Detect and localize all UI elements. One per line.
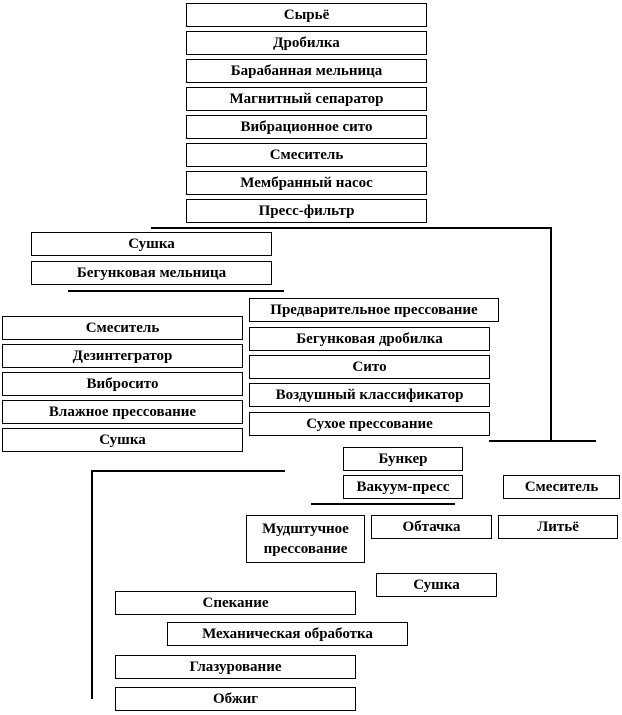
vacuum-press: Вакуум-пресс xyxy=(343,475,463,499)
firing: Обжиг xyxy=(115,687,356,711)
split-line-filter-press xyxy=(151,227,552,229)
mid-dry-pressing: Сухое прессование xyxy=(249,412,490,436)
step-raw-material: Сырьё xyxy=(186,3,427,27)
machining: Механическая обработка xyxy=(167,622,408,646)
step-crusher: Дробилка xyxy=(186,31,427,55)
bottom-collector-line xyxy=(91,470,285,472)
left-wet-pressing: Влажное прессование xyxy=(2,400,243,424)
step-magnetic-separator: Магнитный сепаратор xyxy=(186,87,427,111)
left-vertical-connector xyxy=(91,470,93,699)
branch-edge-runner-mill: Бегунковая мельница xyxy=(31,261,272,285)
bottom-drying: Сушка xyxy=(376,573,497,597)
right-merge-line xyxy=(489,440,596,442)
sintering: Спекание xyxy=(115,591,356,615)
step-filter-press: Пресс-фильтр xyxy=(186,199,427,223)
turning: Обтачка xyxy=(371,515,492,539)
glazing: Глазурование xyxy=(115,655,356,679)
mid-pre-pressing: Предварительное прессование xyxy=(249,298,499,322)
left-disintegrator: Дезинтегратор xyxy=(2,344,243,368)
mouthpiece-pressing: Мудштучное прессование xyxy=(246,515,365,563)
step-membrane-pump: Мембранный насос xyxy=(186,171,427,195)
mid-sieve: Сито xyxy=(249,355,490,379)
step-drum-mill: Барабанная мельница xyxy=(186,59,427,83)
step-vibrating-screen: Вибрационное сито xyxy=(186,115,427,139)
left-vibroscreen: Вибросито xyxy=(2,372,243,396)
bunker: Бункер xyxy=(343,447,463,471)
mid-edge-runner-crusher: Бегунковая дробилка xyxy=(249,327,490,351)
step-mixer: Смеситель xyxy=(186,143,427,167)
right-mixer: Смеситель xyxy=(503,475,620,499)
left-mixer: Смеситель xyxy=(2,316,243,340)
right-connector-line xyxy=(550,227,552,441)
mid-air-classifier: Воздушный классификатор xyxy=(249,383,490,407)
split-line-edge-runner-mill xyxy=(68,290,284,292)
left-drying: Сушка xyxy=(2,428,243,452)
split-line-vacuum-press xyxy=(311,503,455,505)
branch-drying: Сушка xyxy=(31,232,272,256)
casting: Литьё xyxy=(498,515,618,539)
